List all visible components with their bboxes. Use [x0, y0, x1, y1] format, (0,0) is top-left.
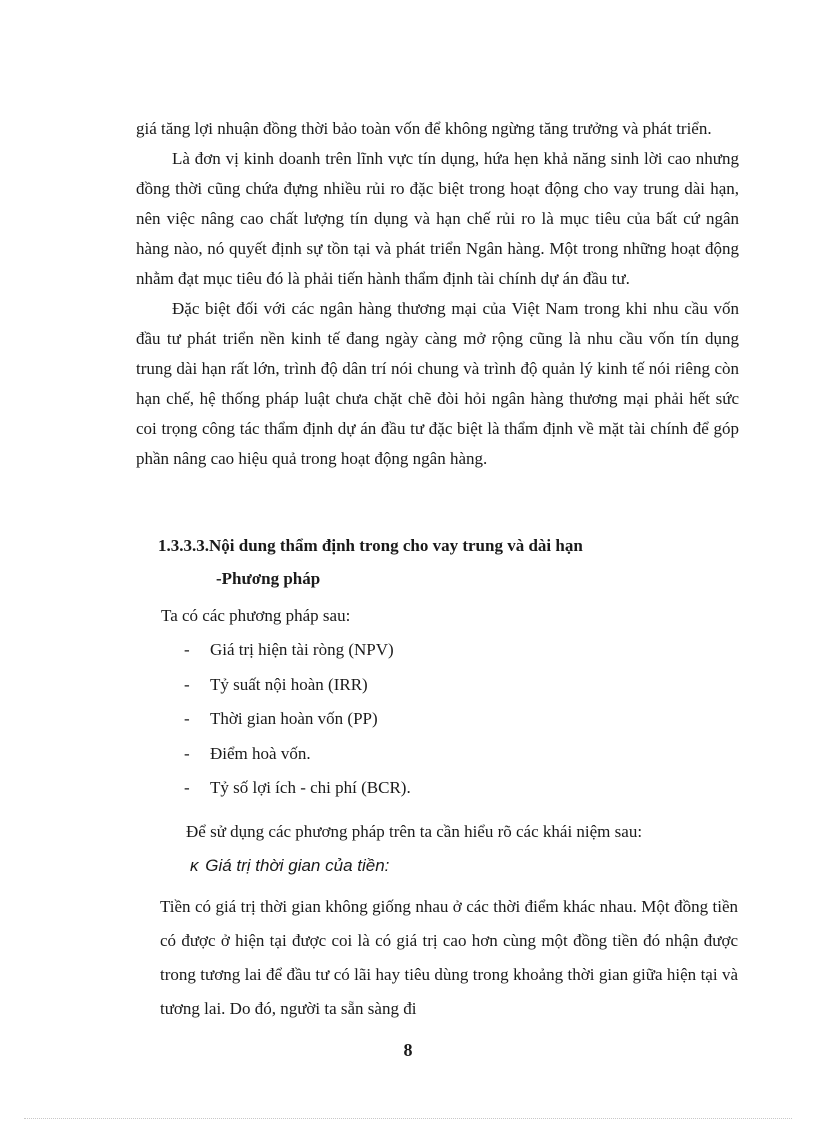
- dash-bullet: -: [184, 674, 190, 694]
- dash-bullet: -: [184, 709, 190, 728]
- method-label: Tỷ suất nội hoàn (IRR): [210, 674, 368, 694]
- dash-bullet: -: [184, 640, 190, 659]
- list-item: [184, 705, 411, 740]
- method-subheading: -Phương pháp: [216, 569, 321, 588]
- methods-intro: Ta có các phương pháp sau:: [161, 606, 351, 625]
- dash-bullet: -: [184, 778, 190, 797]
- page-divider: [24, 1118, 792, 1119]
- concept-title: Giá trị thời gian của tiền:: [205, 856, 390, 875]
- page-number: 8: [403, 1040, 413, 1060]
- dash-bullet: -: [184, 743, 190, 763]
- method-label: Điểm hoà vốn.: [210, 743, 311, 763]
- concepts-intro: Để sử dụng các phương pháp trên ta cần hiểu rõ các khái niệm sau:: [186, 822, 643, 841]
- method-label: Thời gian hoàn vốn (PP): [210, 709, 378, 728]
- method-label: Giá trị hiện tài ròng (NPV): [210, 640, 394, 659]
- list-item: [184, 774, 411, 809]
- section-heading: 1.3.3.3.Nội dung thẩm định trong cho vay trung và dài hạn: [158, 536, 583, 555]
- paragraph-credit-risk: Là đơn vị kinh doanh trên lĩnh vực tín dụng, hứa hẹn khả năng sinh lời cao nhưng đồng thời cũng chứa đựng nhiều rủi ro đặc biệt trong hoạt động cho vay trung dài hạn, nên việc nâng cao chất lượng tín dụng và hạn chế rủi ro là mục tiêu của bất cứ ngân hàng nào, nó quyết định sự tồn tại và phát triển Ngân hàng. Một trong những hoạt động nhằm đạt mục tiêu đó là phải tiến hành thẩm định tài chính dự án đầu tư.: [136, 149, 739, 288]
- list-item: [184, 636, 411, 671]
- method-label: Tỷ số lợi ích - chi phí (BCR).: [210, 778, 411, 797]
- kappa-bullet-icon: κ: [190, 856, 199, 875]
- list-item: [184, 740, 411, 775]
- list-item: [184, 671, 411, 706]
- body-text: [136, 114, 739, 474]
- methods-list: [184, 636, 411, 809]
- paragraph-continued: giá tăng lợi nhuận đồng thời bảo toàn vốn để không ngừng tăng trưởng và phát triển.: [136, 119, 712, 138]
- paragraph-vietnam-banks: Đặc biệt đối với các ngân hàng thương mại của Việt Nam trong khi nhu cầu vốn đầu tư phát triển nền kinh tế đang ngày càng mở rộng cũng là nhu cầu vốn tín dụng trung dài hạn rất lớn, trình độ dân trí nói chung và trình độ quản lý kinh tế nói riêng còn hạn chế, hệ thống pháp luật chưa chặt chẽ đòi hỏi ngân hàng thương mại phải hết sức coi trọng công tác thẩm định dự án đầu tư đặc biệt là thẩm định về mặt tài chính để góp phần nâng cao hiệu quả trong hoạt động ngân hàng.: [136, 299, 739, 468]
- concept-title-line: [190, 852, 389, 880]
- concept-paragraph: Tiền có giá trị thời gian không giống nhau ở các thời điểm khác nhau. Một đồng tiền có được ở hiện tại được coi là có giá trị cao hơn cùng một đồng tiền đó nhận được trong tương lai để đầu tư có lãi hay tiêu dùng trong khoảng thời gian giữa hiện tại và tương lai. Do đó, người ta sẵn sàng đi: [160, 897, 738, 1018]
